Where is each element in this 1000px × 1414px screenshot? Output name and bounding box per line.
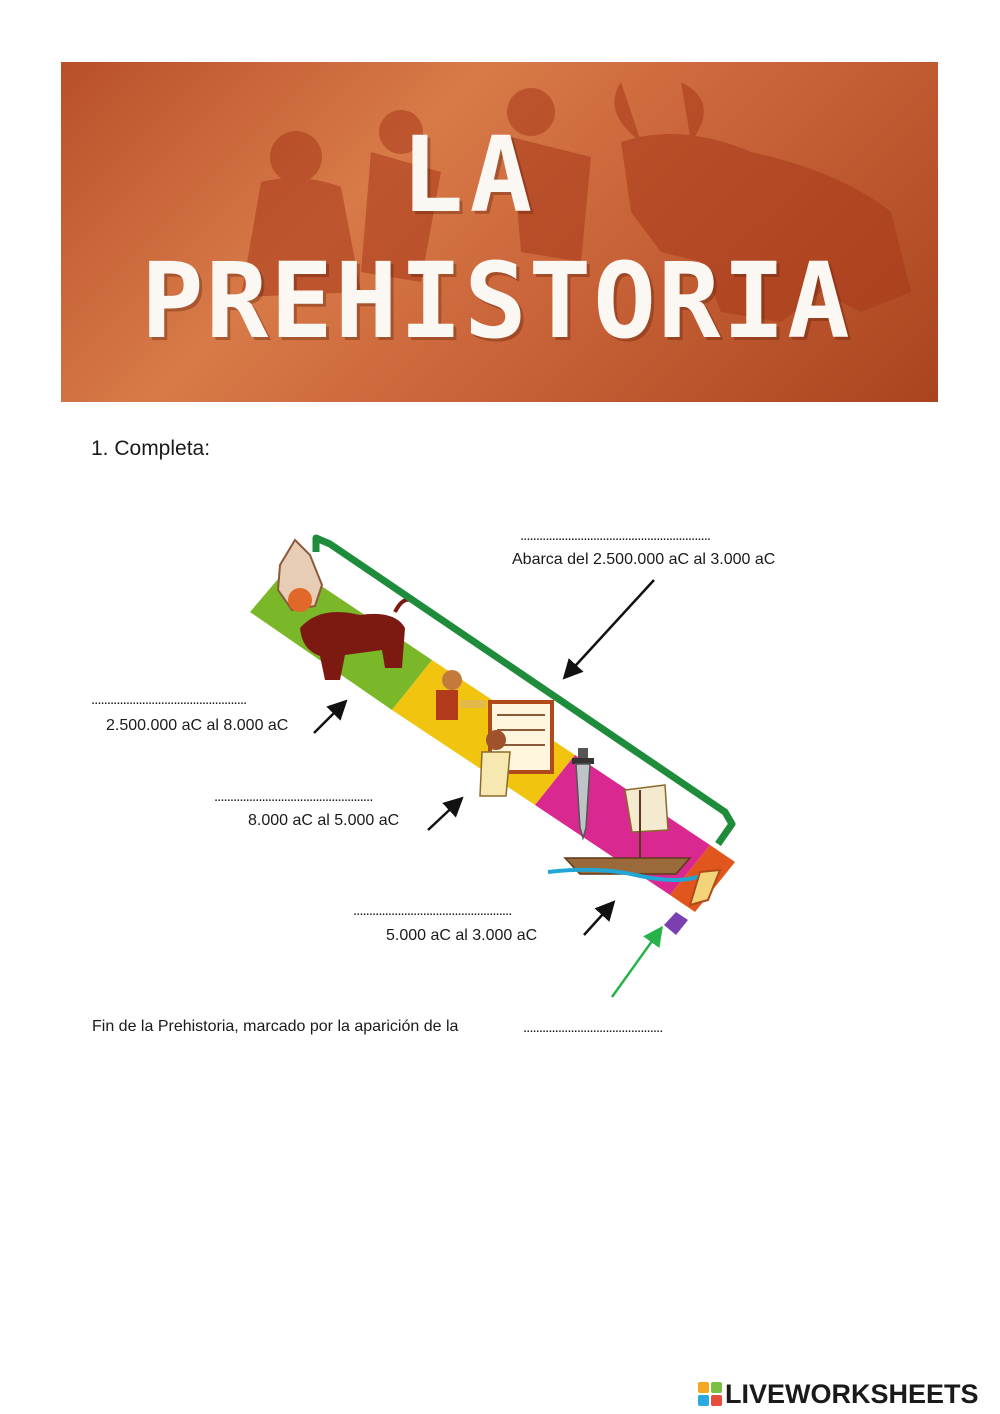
period1-range-label: 2.500.000 aC al 8.000 aC [106, 717, 289, 734]
band-end-marker [664, 912, 688, 935]
arrow-period1 [314, 703, 344, 733]
end-prehistory-label: Fin de la Prehistoria, marcado por la aparición de la [92, 1018, 459, 1035]
liveworksheets-logo-icon [698, 1382, 722, 1406]
arrow-end [612, 930, 660, 997]
period2-answer-blank[interactable]: .................................................. [214, 788, 373, 805]
period1-answer-blank[interactable]: ................................................. [91, 691, 247, 708]
overall-range-label: Abarca del 2.500.000 aC al 3.000 aC [512, 551, 776, 568]
arrow-period3 [584, 904, 612, 935]
banner-title-line1: LA [401, 114, 539, 236]
period2-range-label: 8.000 aC al 5.000 aC [248, 812, 400, 829]
arrow-period2 [428, 800, 460, 830]
period3-answer-blank[interactable]: .................................................. [353, 902, 512, 919]
liveworksheets-logo[interactable] [698, 1374, 979, 1414]
period3-range-label: 5.000 aC al 3.000 aC [386, 927, 538, 944]
end-answer-blank[interactable]: ............................................ [523, 1019, 663, 1036]
question-label: 1. Completa: [91, 437, 211, 460]
liveworksheets-brand-text: LIVEWORKSHEETS [725, 1378, 979, 1409]
overall-answer-blank[interactable]: ............................................................ [520, 527, 711, 544]
banner-title-line2: PREHISTORIA [141, 240, 852, 362]
arrow-overall [566, 580, 654, 676]
